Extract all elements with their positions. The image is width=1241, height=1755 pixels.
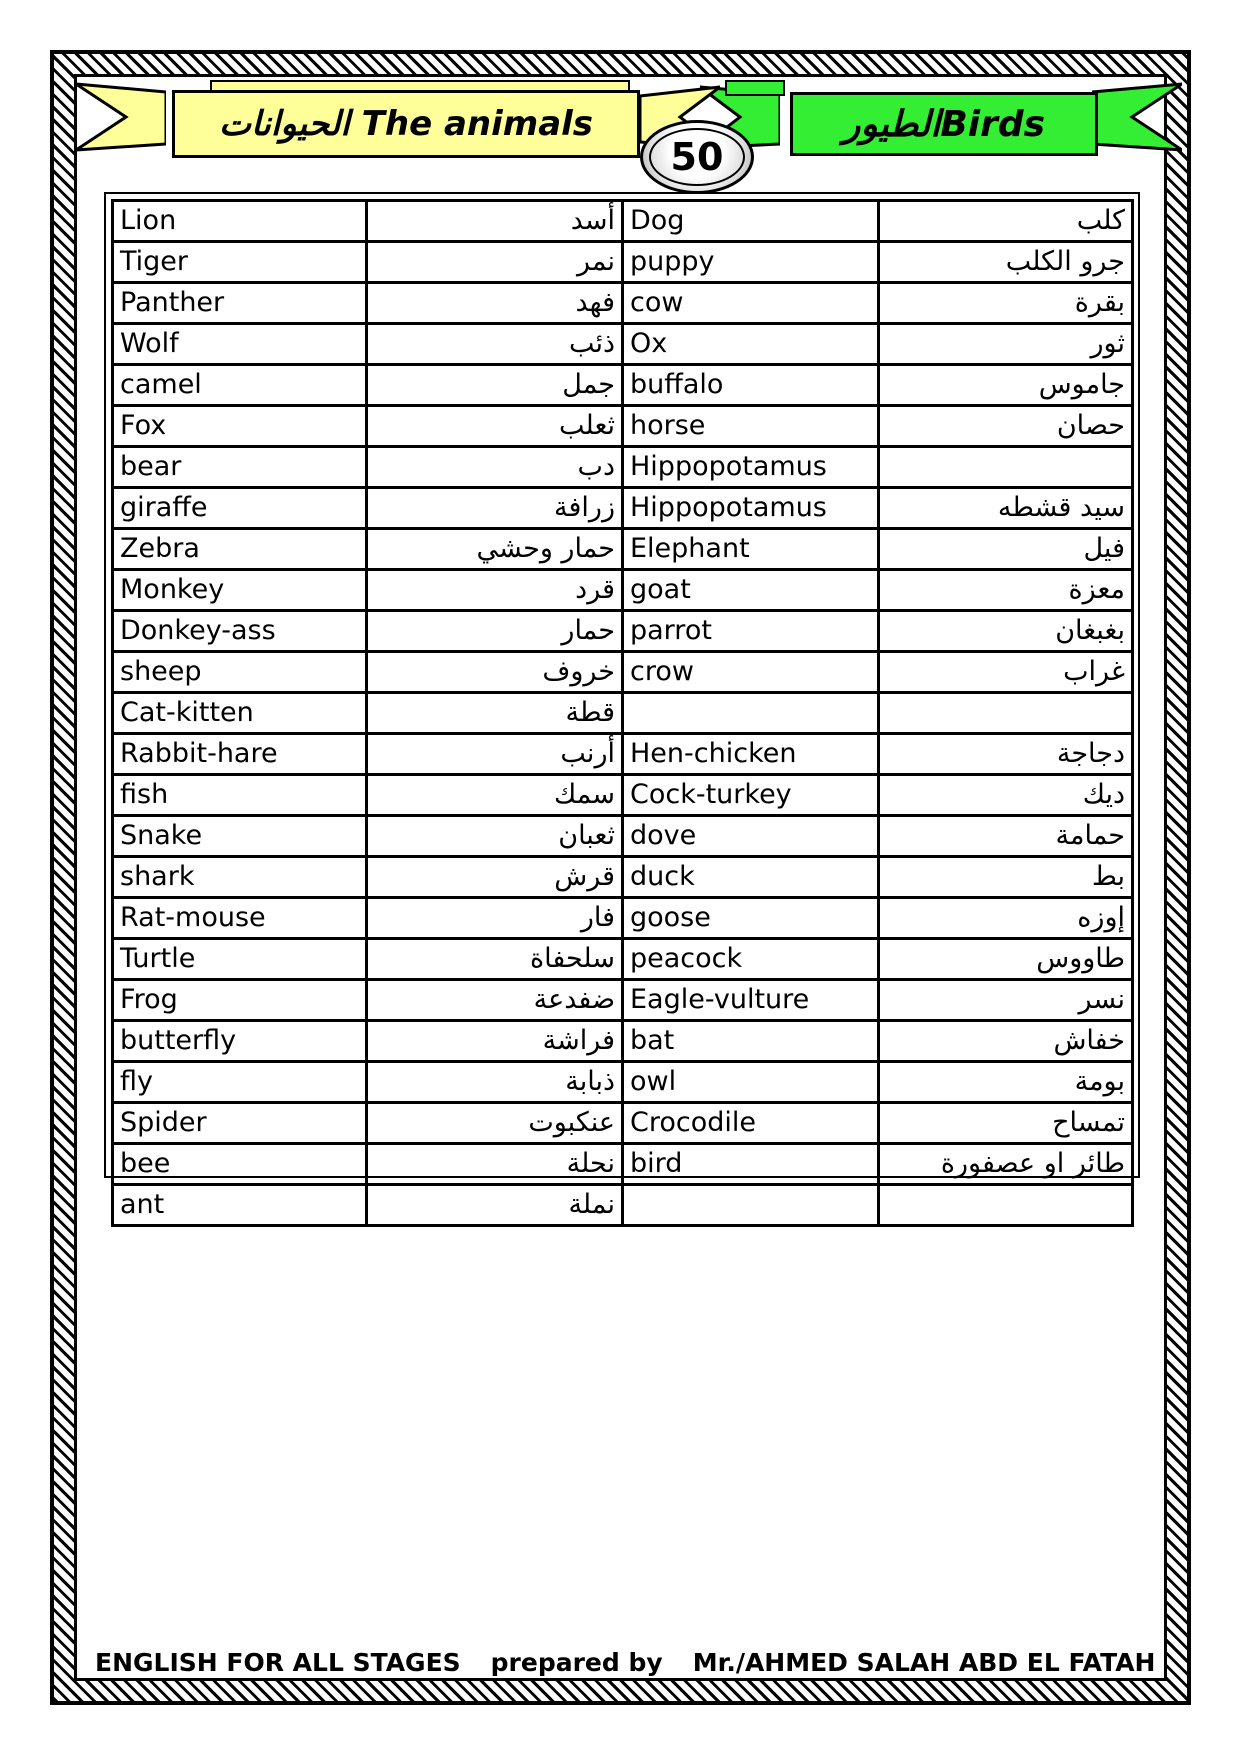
table-row (113, 939, 1133, 980)
table-row (113, 242, 1133, 283)
page-number-badge (640, 120, 754, 194)
birds-title-banner (790, 92, 1098, 156)
table-row (113, 1144, 1133, 1185)
arabic-word: فراشة (367, 1021, 623, 1062)
table-row (113, 283, 1133, 324)
table-row (113, 980, 1133, 1021)
arabic-word: عنكبوت (367, 1103, 623, 1144)
arabic-word: قرد (367, 570, 623, 611)
table-row (113, 734, 1133, 775)
english-word: Cat-kitten (113, 693, 367, 734)
english-word: Spider (113, 1103, 367, 1144)
english-word: horse (623, 406, 879, 447)
english-word: shark (113, 857, 367, 898)
english-word: Frog (113, 980, 367, 1021)
english-word: Monkey (113, 570, 367, 611)
english-word: giraffe (113, 488, 367, 529)
animals-title: الحيوانات The animals (218, 104, 594, 144)
table-row (113, 447, 1133, 488)
arabic-word: غراب (879, 652, 1133, 693)
english-word: Lion (113, 201, 367, 242)
english-word: bird (623, 1144, 879, 1185)
english-word: bat (623, 1021, 879, 1062)
arabic-word: طاووس (879, 939, 1133, 980)
arabic-word: كلب (879, 201, 1133, 242)
arabic-word: سيد قشطه (879, 488, 1133, 529)
page-number: 50 (670, 135, 724, 179)
arabic-word: بط (879, 857, 1133, 898)
english-word: bear (113, 447, 367, 488)
arabic-word: قرش (367, 857, 623, 898)
arabic-word: خروف (367, 652, 623, 693)
arabic-word: جرو الكلب (879, 242, 1133, 283)
english-word: Tiger (113, 242, 367, 283)
english-word: fish (113, 775, 367, 816)
english-word: butterfly (113, 1021, 367, 1062)
footer-author: Mr./AHMED SALAH ABD EL FATAH (692, 1648, 1156, 1677)
table-row (113, 324, 1133, 365)
arabic-word: فار (367, 898, 623, 939)
arabic-word: أسد (367, 201, 623, 242)
arabic-word: حمار وحشي (367, 529, 623, 570)
arabic-word: طائر او عصفورة (879, 1144, 1133, 1185)
english-word: Fox (113, 406, 367, 447)
english-word (623, 693, 879, 734)
english-word: dove (623, 816, 879, 857)
english-word: Rat-mouse (113, 898, 367, 939)
table-row (113, 816, 1133, 857)
english-word: owl (623, 1062, 879, 1103)
table-row (113, 1062, 1133, 1103)
arabic-word: إوزه (879, 898, 1133, 939)
english-word: Panther (113, 283, 367, 324)
english-word: Hippopotamus (623, 447, 879, 488)
english-word: cow (623, 283, 879, 324)
english-word: puppy (623, 242, 879, 283)
footer-prepared-by: prepared by (490, 1648, 663, 1677)
arabic-word: سلحفاة (367, 939, 623, 980)
english-word (623, 1185, 879, 1226)
arabic-word: قطة (367, 693, 623, 734)
arabic-word: جمل (367, 365, 623, 406)
english-word: Ox (623, 324, 879, 365)
arabic-word: بغبغان (879, 611, 1133, 652)
table-row (113, 898, 1133, 939)
arabic-word: زرافة (367, 488, 623, 529)
english-word: Rabbit-hare (113, 734, 367, 775)
english-word: Cock-turkey (623, 775, 879, 816)
table-row (113, 693, 1133, 734)
arabic-word: ضفدعة (367, 980, 623, 1021)
english-word: Hen-chicken (623, 734, 879, 775)
green-ribbon-tail-right (1092, 82, 1182, 152)
table-row (113, 570, 1133, 611)
table-row (113, 775, 1133, 816)
table-row (113, 406, 1133, 447)
table-row (113, 365, 1133, 406)
arabic-word: ذئب (367, 324, 623, 365)
table-row (113, 1103, 1133, 1144)
english-word: goat (623, 570, 879, 611)
english-word: parrot (623, 611, 879, 652)
vocabulary-table-body (113, 201, 1133, 1226)
english-word: sheep (113, 652, 367, 693)
vocabulary-table (111, 199, 1134, 1227)
arabic-word: بقرة (879, 283, 1133, 324)
arabic-word: ثعبان (367, 816, 623, 857)
arabic-word: نمر (367, 242, 623, 283)
english-word: Elephant (623, 529, 879, 570)
arabic-word (879, 1185, 1133, 1226)
footer-series: ENGLISH FOR ALL STAGES (95, 1648, 461, 1677)
table-row (113, 201, 1133, 242)
arabic-word: معزة (879, 570, 1133, 611)
arabic-word (879, 447, 1133, 488)
english-word: ant (113, 1185, 367, 1226)
arabic-word: ذبابة (367, 1062, 623, 1103)
table-row (113, 652, 1133, 693)
arabic-word: حصان (879, 406, 1133, 447)
birds-title: الطيورBirds (842, 103, 1046, 145)
table-row (113, 1185, 1133, 1226)
english-word: Snake (113, 816, 367, 857)
english-word: Zebra (113, 529, 367, 570)
arabic-word: دجاجة (879, 734, 1133, 775)
arabic-word: نحلة (367, 1144, 623, 1185)
arabic-word: ثعلب (367, 406, 623, 447)
english-word: Eagle-vulture (623, 980, 879, 1021)
table-row (113, 529, 1133, 570)
english-word: fly (113, 1062, 367, 1103)
arabic-word: ثور (879, 324, 1133, 365)
table-row (113, 1021, 1133, 1062)
arabic-word: فهد (367, 283, 623, 324)
arabic-word: تمساح (879, 1103, 1133, 1144)
arabic-word: جاموس (879, 365, 1133, 406)
english-word: Hippopotamus (623, 488, 879, 529)
yellow-ribbon-tail-left (76, 82, 166, 152)
english-word: buffalo (623, 365, 879, 406)
english-word: goose (623, 898, 879, 939)
table-row (113, 488, 1133, 529)
table-row (113, 857, 1133, 898)
english-word: peacock (623, 939, 879, 980)
english-word: Crocodile (623, 1103, 879, 1144)
arabic-word: دب (367, 447, 623, 488)
english-word: camel (113, 365, 367, 406)
english-word: bee (113, 1144, 367, 1185)
english-word: Turtle (113, 939, 367, 980)
arabic-word: خفاش (879, 1021, 1133, 1062)
animals-title-banner (172, 90, 640, 158)
arabic-word: ديك (879, 775, 1133, 816)
green-ribbon-fold (725, 80, 785, 96)
arabic-word: نملة (367, 1185, 623, 1226)
table-row (113, 611, 1133, 652)
arabic-word: سمك (367, 775, 623, 816)
english-word: Donkey-ass (113, 611, 367, 652)
arabic-word: نسر (879, 980, 1133, 1021)
arabic-word (879, 693, 1133, 734)
english-word: duck (623, 857, 879, 898)
arabic-word: فيل (879, 529, 1133, 570)
english-word: crow (623, 652, 879, 693)
english-word: Dog (623, 201, 879, 242)
arabic-word: أرنب (367, 734, 623, 775)
arabic-word: بومة (879, 1062, 1133, 1103)
arabic-word: حمار (367, 611, 623, 652)
english-word: Wolf (113, 324, 367, 365)
arabic-word: حمامة (879, 816, 1133, 857)
vocabulary-table-frame (104, 192, 1140, 1220)
page-footer (95, 1648, 1155, 1680)
